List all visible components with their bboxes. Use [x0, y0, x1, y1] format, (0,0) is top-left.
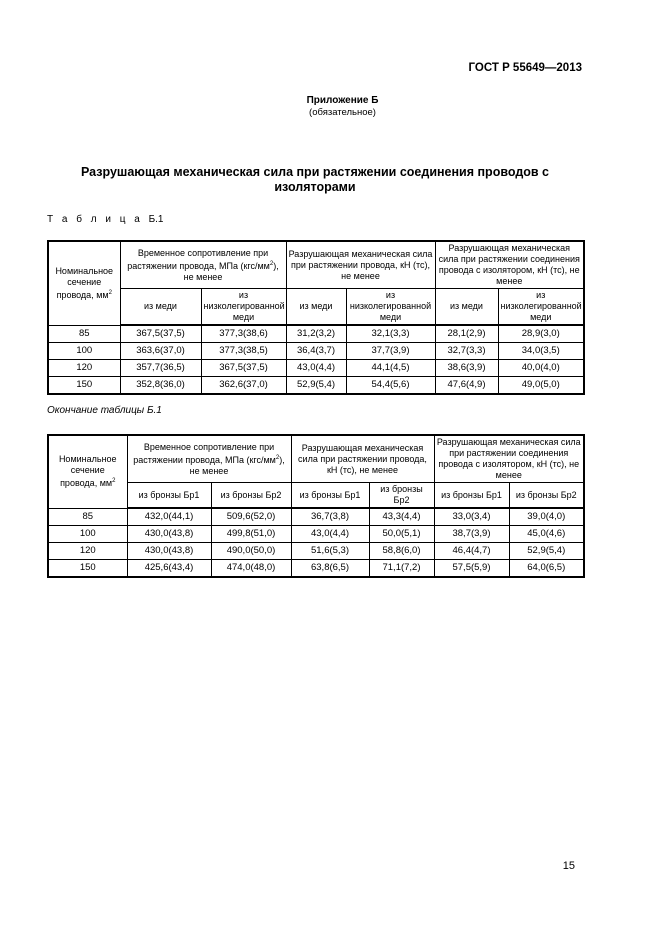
- table-cell: 32,7(3,3): [435, 343, 498, 360]
- table-cell: 474,0(48,0): [211, 560, 291, 578]
- table-row: [48, 377, 584, 395]
- table-cell: 36,7(3,8): [291, 508, 369, 526]
- table-cell: 38,6(3,9): [435, 360, 498, 377]
- cell-section: 150: [48, 560, 127, 578]
- table-cell: 57,5(5,9): [434, 560, 509, 578]
- header-low-alloy-copper: из низколегированной меди: [498, 289, 584, 326]
- cell-section: 85: [48, 325, 120, 343]
- table-cell: 352,8(36,0): [120, 377, 201, 395]
- table-cell: 367,5(37,5): [120, 325, 201, 343]
- header-bronze-br2: из бронзы Бр2: [509, 483, 584, 509]
- table-cell: 36,4(3,7): [286, 343, 346, 360]
- table-cell: 367,5(37,5): [201, 360, 286, 377]
- table-cell: 432,0(44,1): [127, 508, 211, 526]
- header-bronze-br1: из бронзы Бр1: [434, 483, 509, 509]
- table-cell: 362,6(37,0): [201, 377, 286, 395]
- table-cell: 46,4(4,7): [434, 543, 509, 560]
- table-row: [48, 543, 584, 560]
- cell-section: 120: [48, 543, 127, 560]
- page-number: 15: [562, 860, 575, 872]
- table-cell: 52,9(5,4): [509, 543, 584, 560]
- page-title: [60, 165, 570, 195]
- table-label-word: Т а б л и ц а: [47, 214, 143, 225]
- table-cell: 363,6(37,0): [120, 343, 201, 360]
- header-bronze-br1: из бронзы Бр1: [127, 483, 211, 509]
- appendix-title: Приложение Б: [306, 95, 379, 106]
- header-bronze-br1: из бронзы Бр1: [291, 483, 369, 509]
- table-continuation-caption: Окончание таблицы Б.1: [47, 405, 162, 416]
- header-copper: из меди: [286, 289, 346, 326]
- table-cell: 47,6(4,9): [435, 377, 498, 395]
- table-cell: 43,0(4,4): [291, 526, 369, 543]
- document-code: ГОСТ Р 55649—2013: [468, 62, 582, 74]
- table-cell: 377,3(38,6): [201, 325, 286, 343]
- table-b1: [47, 240, 585, 395]
- table-row: [48, 508, 584, 526]
- cell-section: 120: [48, 360, 120, 377]
- table-row: [48, 526, 584, 543]
- header-tensile-strength: Временное сопротивление при растяжении провода, МПа $(кгс/мм^2)$, не менее: [127, 435, 291, 483]
- table-cell: 45,0(4,6): [509, 526, 584, 543]
- table-cell: 28,1(2,9): [435, 325, 498, 343]
- table-b1-continuation: [47, 434, 585, 578]
- table-cell: 33,0(3,4): [434, 508, 509, 526]
- header-joint-breaking-force: Разрушающая механическая сила при растяжении соединения провода с изолятором, кН (тс), не менее: [434, 435, 584, 483]
- header-section: Номинальное сечение провода, $мм^2$: [48, 435, 127, 508]
- table-cell: 430,0(43,8): [127, 543, 211, 560]
- table-cell: 509,6(52,0): [211, 508, 291, 526]
- header-copper: из меди: [435, 289, 498, 326]
- cell-section: 150: [48, 377, 120, 395]
- appendix-subtitle: (обязательное): [309, 107, 376, 118]
- table-row: [48, 360, 584, 377]
- table-row: [48, 560, 584, 578]
- table-cell: 357,7(36,5): [120, 360, 201, 377]
- table-cell: 54,4(5,6): [346, 377, 435, 395]
- table-cell: 490,0(50,0): [211, 543, 291, 560]
- header-bronze-br2: из бронзы Бр2: [369, 483, 434, 509]
- page-title-line1: Разрушающая механическая сила при растяжении соединения проводов с: [80, 165, 549, 179]
- table-cell: 499,8(51,0): [211, 526, 291, 543]
- header-wire-breaking-force: Разрушающая механическая сила при растяжении провода, кН (тс), не менее: [286, 241, 435, 289]
- table-row: [48, 343, 584, 360]
- table-cell: 39,0(4,0): [509, 508, 584, 526]
- table-cell: 32,1(3,3): [346, 325, 435, 343]
- header-tensile-strength: Временное сопротивление при растяжении провода, МПа $(кгс/мм^2)$, не менее: [120, 241, 286, 289]
- table-row: [48, 325, 584, 343]
- table-cell: 71,1(7,2): [369, 560, 434, 578]
- cell-section: 100: [48, 526, 127, 543]
- table-cell: 58,8(6,0): [369, 543, 434, 560]
- table-cell: 50,0(5,1): [369, 526, 434, 543]
- cell-section: 85: [48, 508, 127, 526]
- table-cell: 63,8(6,5): [291, 560, 369, 578]
- table-cell: 49,0(5,0): [498, 377, 584, 395]
- table-label: [47, 214, 163, 225]
- header-section: Номинальное сечение провода, $мм^2$: [48, 241, 120, 325]
- table-cell: 40,0(4,0): [498, 360, 584, 377]
- appendix-heading: [0, 95, 661, 119]
- table-cell: 31,2(3,2): [286, 325, 346, 343]
- header-joint-breaking-force: Разрушающая механическая сила при растяжении соединения провода с изолятором, кН (тс), не менее: [435, 241, 584, 289]
- table-cell: 44,1(4,5): [346, 360, 435, 377]
- table-cell: 425,6(43,4): [127, 560, 211, 578]
- table-cell: 37,7(3,9): [346, 343, 435, 360]
- table-cell: 28,9(3,0): [498, 325, 584, 343]
- table-cell: 52,9(5,4): [286, 377, 346, 395]
- table-cell: 34,0(3,5): [498, 343, 584, 360]
- table-cell: 377,3(38,5): [201, 343, 286, 360]
- header-wire-breaking-force: Разрушающая механическая сила при растяжении провода, кН (тс), не менее: [291, 435, 434, 483]
- header-copper: из меди: [120, 289, 201, 326]
- header-low-alloy-copper: из низколегированной меди: [346, 289, 435, 326]
- table-cell: 51,6(5,3): [291, 543, 369, 560]
- table-cell: 38,7(3,9): [434, 526, 509, 543]
- header-bronze-br2: из бронзы Бр2: [211, 483, 291, 509]
- header-low-alloy-copper: из низколегированной меди: [201, 289, 286, 326]
- page-title-line2: изоляторами: [274, 180, 356, 194]
- table-cell: 43,3(4,4): [369, 508, 434, 526]
- cell-section: 100: [48, 343, 120, 360]
- table-label-number: Б.1: [148, 214, 164, 225]
- table-cell: 64,0(6,5): [509, 560, 584, 578]
- table-cell: 43,0(4,4): [286, 360, 346, 377]
- table-cell: 430,0(43,8): [127, 526, 211, 543]
